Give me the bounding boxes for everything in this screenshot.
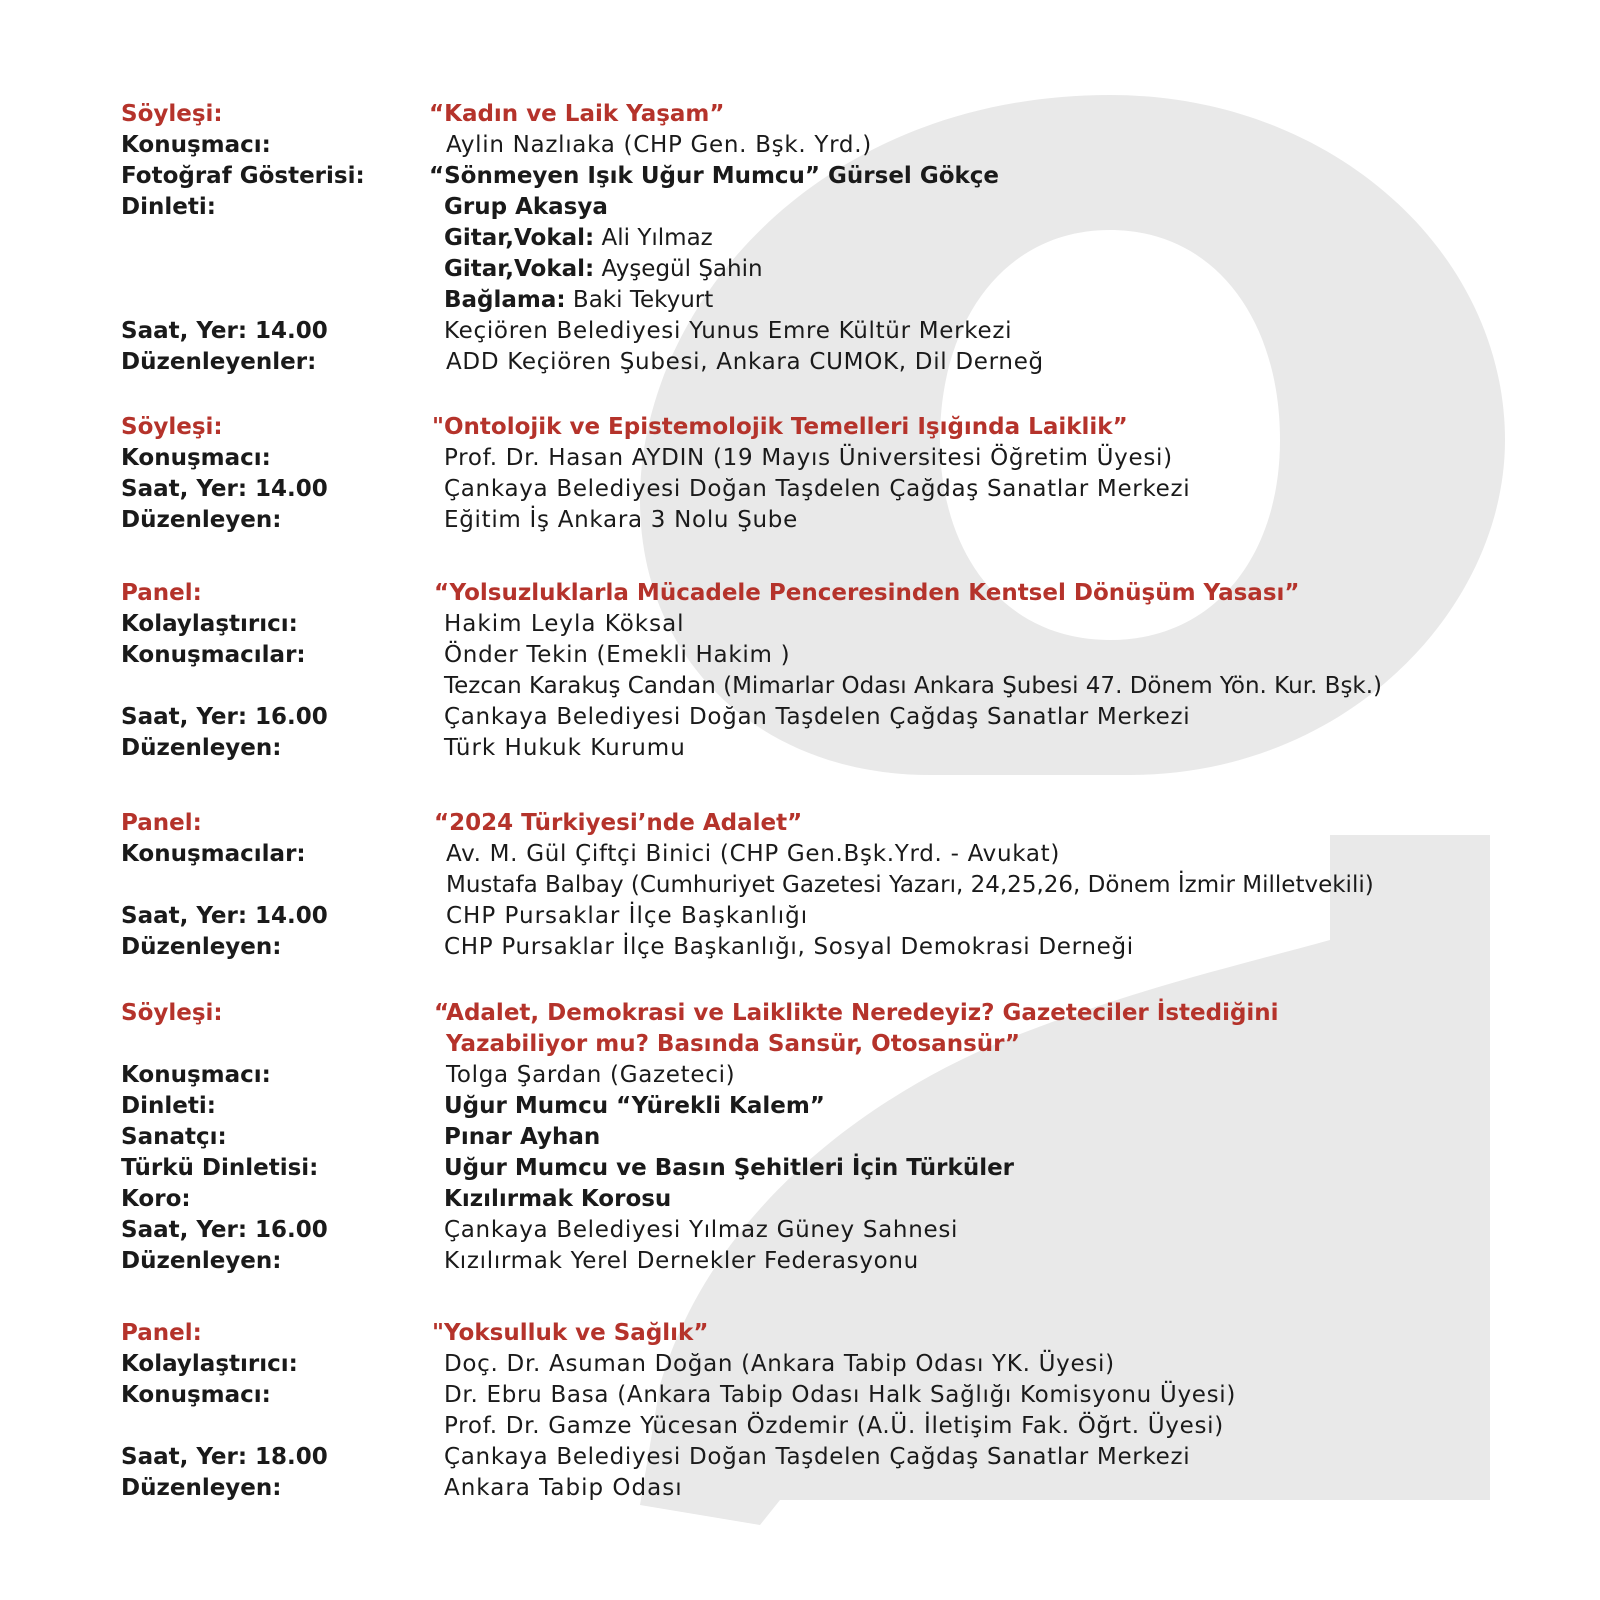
field-value: Uğur Mumcu “Yürekli Kalem” (444, 1093, 825, 1119)
field-label: Düzenleyenler: (121, 349, 317, 375)
field-label: Konuşmacılar: (121, 642, 306, 668)
event-2-organizer-row (0, 505, 1600, 536)
field-label: Saat, Yer: 18.00 (121, 1444, 328, 1470)
event-3-speakers-row (0, 671, 1600, 702)
event-4-speakers-row (0, 870, 1600, 901)
field-value: Hakim Leyla Köksal (444, 611, 685, 637)
event-2-title-row (0, 412, 1600, 443)
event-5-title-row (0, 998, 1600, 1029)
event-5-artist-row (0, 1122, 1600, 1153)
event-4-title-row (0, 808, 1600, 839)
field-label: Dinleti: (121, 194, 216, 220)
field-label: Saat, Yer: 16.00 (121, 1217, 328, 1243)
performer-line (444, 285, 713, 316)
event-6-title-row (0, 1318, 1600, 1349)
field-label: Sanatçı: (121, 1124, 227, 1150)
event-3-organizer-row (0, 733, 1600, 764)
event-1-time-row (0, 316, 1600, 347)
field-value: Grup Akasya (444, 194, 608, 220)
event-type-label: Söyleşi: (121, 414, 223, 440)
field-label: Düzenleyen: (121, 1475, 282, 1501)
event-6-speaker-row (0, 1411, 1600, 1442)
event-6-organizer-row (0, 1473, 1600, 1504)
field-value: Tezcan Karakuş Candan (Mimarlar Odası Ankara Şubesi 47. Dönem Yön. Kur. Bşk.) (444, 673, 1383, 699)
field-value: CHP Pursaklar İlçe Başkanlığı (446, 903, 809, 929)
event-6-time-row (0, 1442, 1600, 1473)
performer-role: Gitar,Vokal: (444, 225, 595, 251)
field-value: Önder Tekin (Emekli Hakim ) (444, 642, 791, 668)
field-label: Saat, Yer: 16.00 (121, 704, 328, 730)
event-type-label: Söyleşi: (121, 101, 223, 127)
event-3-speakers-row (0, 640, 1600, 671)
field-value: Kızılırmak Yerel Dernekler Federasyonu (444, 1248, 919, 1274)
event-5-organizer-row (0, 1246, 1600, 1277)
field-value: Tolga Şardan (Gazeteci) (446, 1062, 736, 1088)
event-5-concert-row (0, 1091, 1600, 1122)
event-title: “Adalet, Demokrasi ve Laiklikte Neredeyiz? Gazeteciler İstediğini (434, 1000, 1279, 1026)
field-value: ADD Keçiören Şubesi, Ankara CUMOK, Dil Derneğ (446, 349, 1044, 375)
event-4-organizer-row (0, 932, 1600, 963)
field-value: Dr. Ebru Basa (Ankara Tabip Odası Halk Sağlığı Komisyonu Üyesi) (444, 1382, 1237, 1408)
field-label: Düzenleyen: (121, 507, 282, 533)
event-4-speakers-row (0, 839, 1600, 870)
performer-line (444, 223, 713, 254)
event-3-time-row (0, 702, 1600, 733)
field-label: Konuşmacılar: (121, 841, 306, 867)
event-4-time-row (0, 901, 1600, 932)
event-1-speaker-row (0, 130, 1600, 161)
event-3-facilitator-row (0, 609, 1600, 640)
field-value: Çankaya Belediyesi Doğan Taşdelen Çağdaş Sanatlar Merkezi (444, 704, 1191, 730)
event-5-folk-row (0, 1153, 1600, 1184)
field-value: Eğitim İş Ankara 3 Nolu Şube (444, 507, 798, 533)
field-label: Konuşmacı: (121, 1382, 271, 1408)
performer-role: Bağlama: (444, 287, 566, 313)
field-label: Konuşmacı: (121, 132, 271, 158)
field-value: Aylin Nazlıaka (CHP Gen. Bşk. Yrd.) (446, 132, 872, 158)
event-5-time-row (0, 1215, 1600, 1246)
event-3-title-row (0, 578, 1600, 609)
field-value: Prof. Dr. Hasan AYDIN (19 Mayıs Üniversitesi Öğretim Üyesi) (444, 445, 1173, 471)
field-value: Uğur Mumcu ve Basın Şehitleri İçin Türküler (444, 1155, 1015, 1181)
field-value: Mustafa Balbay (Cumhuriyet Gazetesi Yazarı, 24,25,26, Dönem İzmir Milletvekili) (446, 872, 1374, 898)
event-5-title-row-2 (0, 1029, 1600, 1060)
event-6-facilitator-row (0, 1349, 1600, 1380)
field-value: Doç. Dr. Asuman Doğan (Ankara Tabip Odası YK. Üyesi) (444, 1351, 1115, 1377)
field-label: Konuşmacı: (121, 445, 271, 471)
field-value: Ankara Tabip Odası (444, 1475, 683, 1501)
event-1-concert-row (0, 192, 1600, 223)
field-value: Çankaya Belediyesi Doğan Taşdelen Çağdaş Sanatlar Merkezi (444, 476, 1191, 502)
performer-name: Ali Yılmaz (594, 225, 713, 251)
event-5-choir-row (0, 1184, 1600, 1215)
field-label: Koro: (121, 1186, 191, 1212)
event-title: “Yolsuzluklarla Mücadele Penceresinden Kentsel Dönüşüm Yasası” (434, 580, 1300, 606)
field-value: Kızılırmak Korosu (444, 1186, 672, 1212)
event-title-cont: Yazabiliyor mu? Basında Sansür, Otosansür” (446, 1031, 1021, 1057)
field-value: CHP Pursaklar İlçe Başkanlığı, Sosyal Demokrasi Derneği (444, 934, 1134, 960)
field-label: Kolaylaştırıcı: (121, 611, 298, 637)
event-type-label: Panel: (121, 1320, 202, 1346)
performer-role: Gitar,Vokal: (444, 256, 595, 282)
field-label: Saat, Yer: 14.00 (121, 476, 328, 502)
field-label: Düzenleyen: (121, 735, 282, 761)
field-label: Saat, Yer: 14.00 (121, 903, 328, 929)
field-value: Prof. Dr. Gamze Yücesan Özdemir (A.Ü. İletişim Fak. Öğrt. Üyesi) (444, 1413, 1224, 1439)
performer-name: Ayşegül Şahin (594, 256, 763, 282)
field-value: Av. M. Gül Çiftçi Binici (CHP Gen.Bşk.Yrd. - Avukat) (446, 841, 1061, 867)
event-title: “Kadın ve Laik Yaşam” (429, 101, 725, 127)
field-value: Çankaya Belediyesi Yılmaz Güney Sahnesi (444, 1217, 959, 1243)
event-1-photo-row (0, 161, 1600, 192)
field-value: “Sönmeyen Işık Uğur Mumcu” Gürsel Gökçe (429, 163, 1000, 189)
field-value: Pınar Ayhan (444, 1124, 601, 1150)
event-title: “2024 Türkiyesi’nde Adalet” (434, 810, 803, 836)
event-6-speaker-row (0, 1380, 1600, 1411)
event-1-performer-row (0, 285, 1600, 316)
event-title: "Ontolojik ve Epistemolojik Temelleri Işığında Laiklik” (432, 414, 1128, 440)
field-label: Saat, Yer: 14.00 (121, 318, 328, 344)
event-type-label: Panel: (121, 580, 202, 606)
field-label: Türkü Dinletisi: (121, 1155, 319, 1181)
field-label: Düzenleyen: (121, 1248, 282, 1274)
performer-name: Baki Tekyurt (565, 287, 714, 313)
event-1-performer-row (0, 254, 1600, 285)
event-title: "Yoksulluk ve Sağlık” (432, 1320, 709, 1346)
event-2-speaker-row (0, 443, 1600, 474)
event-2-time-row (0, 474, 1600, 505)
event-1-performer-row (0, 223, 1600, 254)
field-label: Kolaylaştırıcı: (121, 1351, 298, 1377)
field-value: Çankaya Belediyesi Doğan Taşdelen Çağdaş Sanatlar Merkezi (444, 1444, 1191, 1470)
performer-line (444, 254, 763, 285)
event-type-label: Söyleşi: (121, 1000, 223, 1026)
field-label: Düzenleyen: (121, 934, 282, 960)
event-1-organizer-row (0, 347, 1600, 378)
field-label: Dinleti: (121, 1093, 216, 1119)
field-value: Türk Hukuk Kurumu (444, 735, 686, 761)
event-type-label: Panel: (121, 810, 202, 836)
field-label: Konuşmacı: (121, 1062, 271, 1088)
event-5-speaker-row (0, 1060, 1600, 1091)
field-label: Fotoğraf Gösterisi: (121, 163, 365, 189)
field-value: Keçiören Belediyesi Yunus Emre Kültür Merkezi (444, 318, 1013, 344)
event-1-title-row (0, 99, 1600, 130)
